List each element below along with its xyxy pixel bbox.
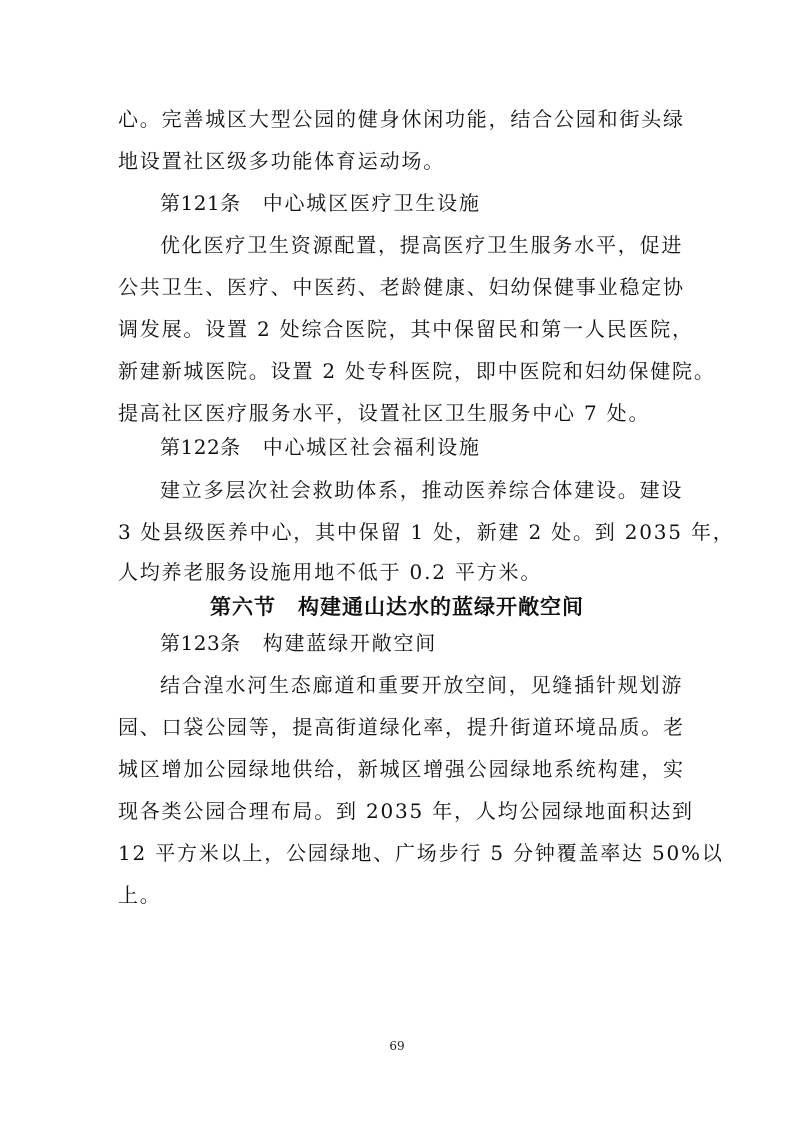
intro-line-1: 心。完善城区大型公园的健身休闲功能，结合公园和街头绿 [118, 107, 685, 131]
section-6-title: 第六节 构建通山达水的蓝绿开敞空间 [210, 595, 584, 619]
article-123-line-1: 结合湟水河生态廊道和重要开放空间，见缝插针规划游 [160, 673, 684, 697]
article-123-line-3: 城区增加公园绿地供给，新城区增强公园绿地系统构建，实 [118, 757, 685, 781]
article-123-number: 第123条 [160, 631, 241, 655]
page-number: 69 [389, 1039, 405, 1053]
article-123-title: 构建蓝绿开敞空间 [262, 631, 438, 655]
article-121-line-4: 新建新城医院。设置 2 处专科医院，即中医院和妇幼保健院。 [118, 359, 716, 383]
article-122-line-1: 建立多层次社会救助体系，推动医养综合体建设。建设 [160, 478, 684, 502]
article-122-title: 中心城区社会福利设施 [262, 435, 481, 459]
article-123-line-6: 上。 [118, 883, 162, 907]
article-121-line-1: 优化医疗卫生资源配置，提高医疗卫生服务水平，促进 [160, 233, 684, 257]
article-123-line-4: 现各类公园合理布局。到 2035 年，人均公园绿地面积达到 [118, 799, 694, 823]
article-121-line-5: 提高社区医疗服务水平，设置社区卫生服务中心 7 处。 [118, 401, 651, 425]
article-122-line-2: 3 处县级医养中心，其中保留 1 处，新建 2 处。到 2035 年， [118, 520, 735, 544]
article-121-heading [160, 188, 481, 218]
article-121-number: 第121条 [160, 191, 241, 215]
article-121-title: 中心城区医疗卫生设施 [262, 191, 481, 215]
article-121-line-2: 公共卫生、医疗、中医药、老龄健康、妇幼保健事业稳定协 [118, 275, 685, 299]
article-121-line-3: 调发展。设置 2 处综合医院，其中保留民和第一人民医院， [118, 317, 694, 341]
article-123-line-5: 12 平方米以上，公园绿地、广场步行 5 分钟覆盖率达 50%以 [118, 841, 724, 865]
article-122-number: 第122条 [160, 435, 241, 459]
article-123-heading [160, 628, 437, 658]
intro-line-2: 地设置社区级多功能体育运动场。 [118, 149, 445, 173]
article-123-line-2: 园、口袋公园等，提高街道绿化率，提升街道环境品质。老 [118, 715, 685, 739]
article-122-heading [160, 432, 481, 462]
article-122-line-3: 人均养老服务设施用地不低于 0.2 平方米。 [118, 560, 543, 584]
